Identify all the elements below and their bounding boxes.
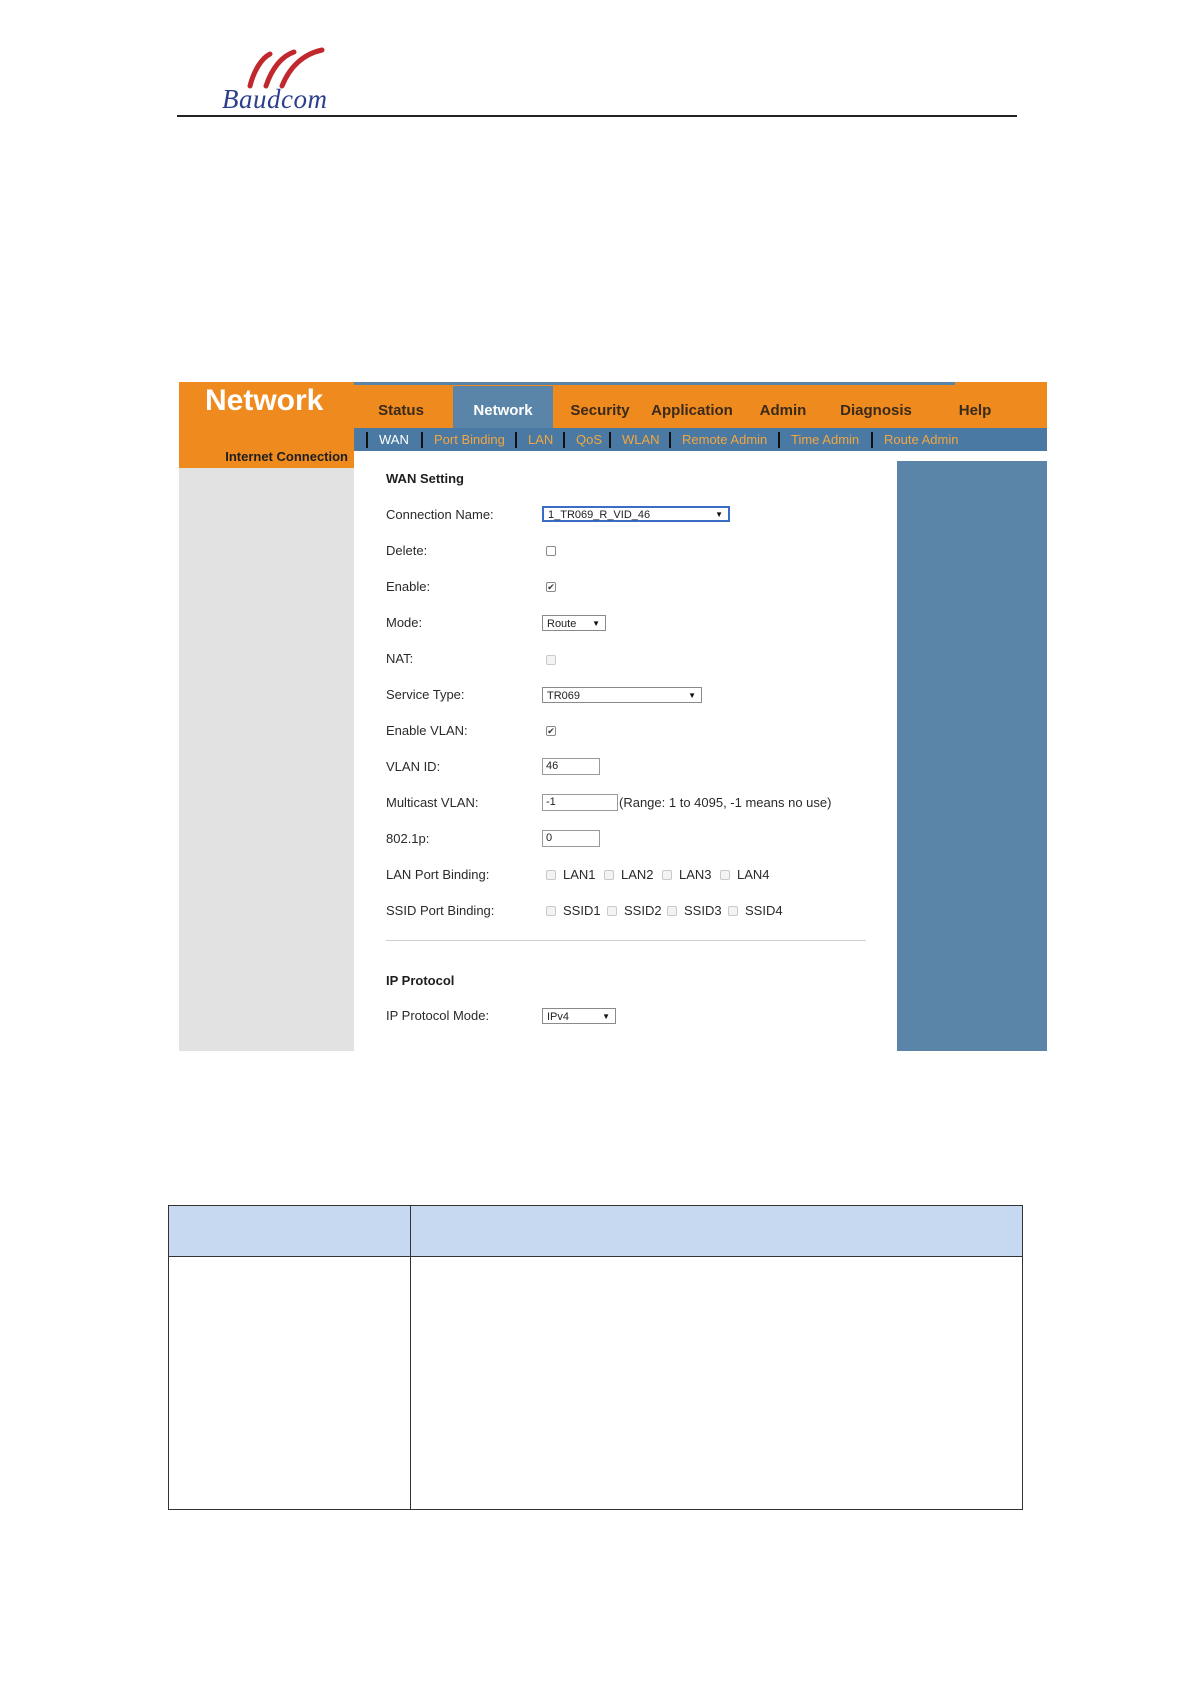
- subtab-route-admin[interactable]: Route Admin: [884, 432, 959, 447]
- enable-vlan-checkbox[interactable]: [546, 726, 556, 736]
- sidebar: [179, 446, 354, 1051]
- delete-label: Delete:: [386, 543, 428, 558]
- section-divider: [386, 940, 866, 941]
- lan2-label: LAN2: [621, 867, 654, 882]
- ip-protocol-mode-select[interactable]: [542, 1008, 616, 1024]
- wan-setting-title: WAN Setting: [386, 471, 464, 486]
- subtab-remote-admin[interactable]: Remote Admin: [682, 432, 768, 447]
- enable-checkbox[interactable]: [546, 582, 556, 592]
- multicast-vlan-label: Multicast VLAN:: [386, 795, 479, 810]
- service-type-value: TR069: [547, 690, 581, 702]
- subtab-time-admin[interactable]: Time Admin: [791, 432, 860, 447]
- vlan-id-input[interactable]: 46: [542, 758, 600, 775]
- brand-title: Network: [205, 384, 324, 417]
- sidebar-item-internet-connection[interactable]: Internet Connection: [179, 446, 354, 468]
- header-rule: [177, 115, 1017, 117]
- tab-diagnosis[interactable]: Diagnosis: [840, 402, 912, 419]
- right-panel: [897, 461, 1047, 1051]
- lan3-checkbox[interactable]: [662, 870, 672, 880]
- subtab-lan[interactable]: LAN: [528, 432, 554, 447]
- multicast-vlan-range-note: (Range: 1 to 4095, -1 means no use): [619, 795, 832, 810]
- ip-protocol-mode-label: IP Protocol Mode:: [386, 1008, 490, 1023]
- delete-checkbox[interactable]: [546, 546, 556, 556]
- lan2-checkbox[interactable]: [604, 870, 614, 880]
- lan4-checkbox[interactable]: [720, 870, 730, 880]
- subnav-separator: [421, 432, 423, 448]
- brand-banner: [179, 382, 354, 446]
- top-navigation: [354, 386, 1047, 428]
- connection-name-select[interactable]: [542, 506, 730, 522]
- lan4-label: LAN4: [737, 867, 770, 882]
- ssid-port-binding-label: SSID Port Binding:: [386, 903, 495, 918]
- enable-vlan-label: Enable VLAN:: [386, 723, 468, 738]
- lan1-label: LAN1: [563, 867, 596, 882]
- connection-name-value: 1_TR069_R_VID_46: [548, 509, 651, 521]
- ssid3-label: SSID3: [684, 903, 722, 918]
- topnav-strip-accent: [354, 382, 955, 385]
- subtab-port-binding[interactable]: Port Binding: [434, 432, 505, 447]
- ssid1-checkbox[interactable]: [546, 906, 556, 916]
- subnav-separator: [669, 432, 671, 448]
- subnav-separator: [778, 432, 780, 448]
- nat-label: NAT:: [386, 651, 414, 666]
- ssid2-checkbox[interactable]: [607, 906, 617, 916]
- check-mark-icon: ✔: [547, 726, 555, 736]
- ip-protocol-title: IP Protocol: [386, 973, 455, 988]
- ssid3-checkbox[interactable]: [667, 906, 677, 916]
- ip-protocol-mode-value: IPv4: [547, 1011, 570, 1023]
- lan1-checkbox[interactable]: [546, 870, 556, 880]
- check-mark-icon: ✔: [547, 582, 555, 592]
- service-type-select[interactable]: [542, 687, 702, 703]
- tab-status[interactable]: Status: [378, 402, 424, 419]
- dropdown-arrow-icon: ▼: [688, 691, 696, 700]
- subnav-separator: [563, 432, 565, 448]
- tab-admin[interactable]: Admin: [759, 402, 807, 419]
- router-screenshot: [179, 382, 1047, 1051]
- wan-setting-form: [354, 451, 894, 1051]
- vlan-id-label: VLAN ID:: [386, 759, 441, 774]
- dropdown-arrow-icon: ▼: [715, 510, 723, 519]
- subtab-wan[interactable]: WAN: [379, 432, 409, 447]
- service-type-label: Service Type:: [386, 687, 465, 702]
- subnav-separator: [366, 432, 368, 448]
- subnav-separator: [609, 432, 611, 448]
- dropdown-arrow-icon: ▼: [592, 619, 600, 628]
- ssid1-label: SSID1: [563, 903, 601, 918]
- table-header-row: [169, 1206, 1022, 1257]
- multicast-vlan-input[interactable]: -1: [542, 794, 618, 811]
- dropdown-arrow-icon: ▼: [602, 1012, 610, 1021]
- enable-label: Enable:: [386, 579, 431, 594]
- description-table: [168, 1205, 1023, 1510]
- ssid4-label: SSID4: [745, 903, 783, 918]
- nat-checkbox[interactable]: [546, 655, 556, 665]
- p8021-label: 802.1p:: [386, 831, 430, 846]
- logo-text: Baudcom: [222, 84, 328, 114]
- tab-help[interactable]: Help: [958, 402, 992, 419]
- baudcom-logo: [214, 46, 344, 116]
- subnav-separator: [515, 432, 517, 448]
- connection-name-label: Connection Name:: [386, 507, 494, 522]
- mode-label: Mode:: [386, 615, 423, 630]
- tab-security[interactable]: Security: [570, 402, 630, 419]
- ssid4-checkbox[interactable]: [728, 906, 738, 916]
- subnav-separator: [871, 432, 873, 448]
- lan-port-binding-label: LAN Port Binding:: [386, 867, 490, 882]
- mode-select[interactable]: [542, 615, 606, 631]
- subtab-qos[interactable]: QoS: [576, 432, 603, 447]
- table-column-divider: [410, 1206, 411, 1509]
- ssid2-label: SSID2: [624, 903, 662, 918]
- tab-application[interactable]: Application: [651, 402, 733, 419]
- sub-navigation: [354, 428, 1047, 451]
- lan3-label: LAN3: [679, 867, 712, 882]
- tab-network[interactable]: Network: [453, 386, 553, 428]
- mode-value: Route: [547, 618, 577, 630]
- p8021-input[interactable]: 0: [542, 830, 600, 847]
- subtab-wlan[interactable]: WLAN: [622, 432, 660, 447]
